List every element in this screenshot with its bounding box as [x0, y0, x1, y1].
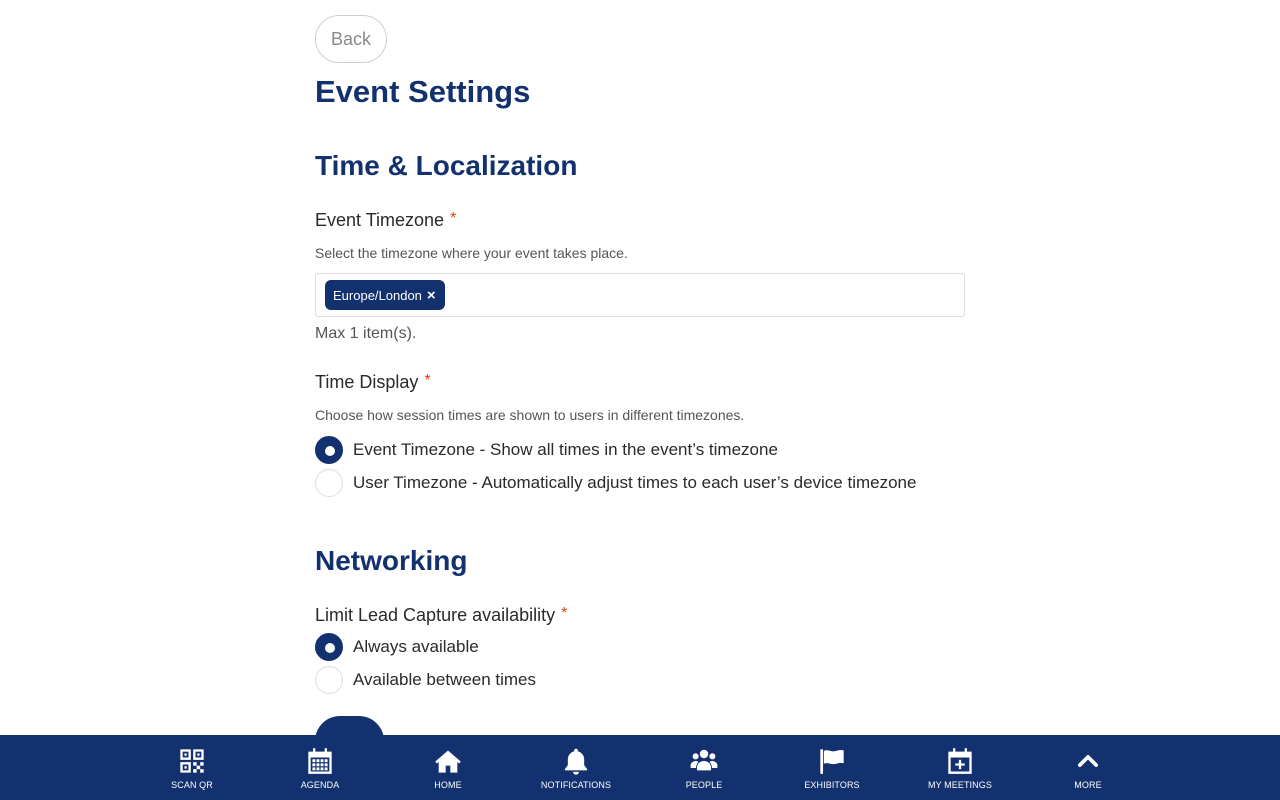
tab-label: HOME [434, 780, 462, 790]
remove-chip-icon[interactable]: × [426, 286, 436, 304]
timezone-select[interactable] [315, 273, 965, 317]
timezone-chip [325, 280, 445, 310]
radio-label: Available between times [353, 670, 537, 689]
calendar-icon [306, 747, 334, 775]
tab-more[interactable] [1038, 735, 1138, 800]
tab-label: PEOPLE [685, 780, 723, 790]
tab-exhibitors[interactable] [782, 735, 882, 800]
event-timezone-help: Select the timezone where your event takes place. [315, 245, 628, 261]
tab-notifications[interactable] [526, 735, 626, 800]
radio-button-checked[interactable] [315, 436, 343, 464]
chevron-up-icon [1074, 747, 1102, 775]
time-display-help: Choose how session times are shown to users in different timezones. [315, 407, 745, 423]
tab-home[interactable] [398, 735, 498, 800]
event-timezone-label: Event Timezone * [315, 210, 457, 230]
section-title-networking: Networking [315, 545, 468, 576]
tab-label: EXHIBITORS [804, 780, 860, 790]
calendar-plus-icon [946, 747, 974, 775]
tab-scan-qr[interactable] [142, 735, 242, 800]
timezone-chip-label: Europe/London [333, 287, 422, 303]
required-asterisk: * [561, 605, 568, 622]
page-title: Event Settings [315, 74, 531, 109]
section-title-time: Time & Localization [315, 150, 578, 181]
tab-label: MORE [1074, 780, 1102, 790]
tab-label: MY MEETINGS [928, 780, 992, 790]
radio-label: User Timezone - Automatically adjust times to each user’s device timezone [353, 473, 917, 492]
back-button[interactable]: Back [315, 15, 387, 63]
radio-label: Event Timezone - Show all times in the event’s timezone [353, 440, 778, 459]
tab-my-meetings[interactable] [910, 735, 1010, 800]
radio-button[interactable] [315, 469, 343, 497]
radio-event-timezone[interactable] [315, 436, 778, 464]
required-asterisk: * [424, 372, 431, 389]
tab-agenda[interactable] [270, 735, 370, 800]
bell-icon [562, 747, 590, 775]
tab-label: AGENDA [300, 780, 340, 790]
radio-always-available[interactable] [315, 633, 479, 661]
flag-icon [818, 747, 846, 775]
radio-user-timezone[interactable] [315, 469, 916, 497]
radio-button-checked[interactable] [315, 633, 343, 661]
lead-capture-label: Limit Lead Capture availability * [315, 605, 568, 625]
qr-code-icon [178, 747, 206, 775]
radio-label: Always available [353, 637, 479, 656]
home-icon [434, 747, 462, 775]
required-asterisk: * [450, 210, 457, 227]
radio-available-between[interactable] [315, 666, 536, 694]
tab-people[interactable] [654, 735, 754, 800]
time-display-label: Time Display * [315, 372, 431, 392]
radio-button[interactable] [315, 666, 343, 694]
bottom-tab-bar [0, 735, 1280, 800]
people-icon [690, 747, 718, 775]
max-items-note: Max 1 item(s). [315, 325, 417, 342]
tab-label: NOTIFICATIONS [540, 780, 612, 790]
tab-label: SCAN QR [171, 780, 213, 790]
